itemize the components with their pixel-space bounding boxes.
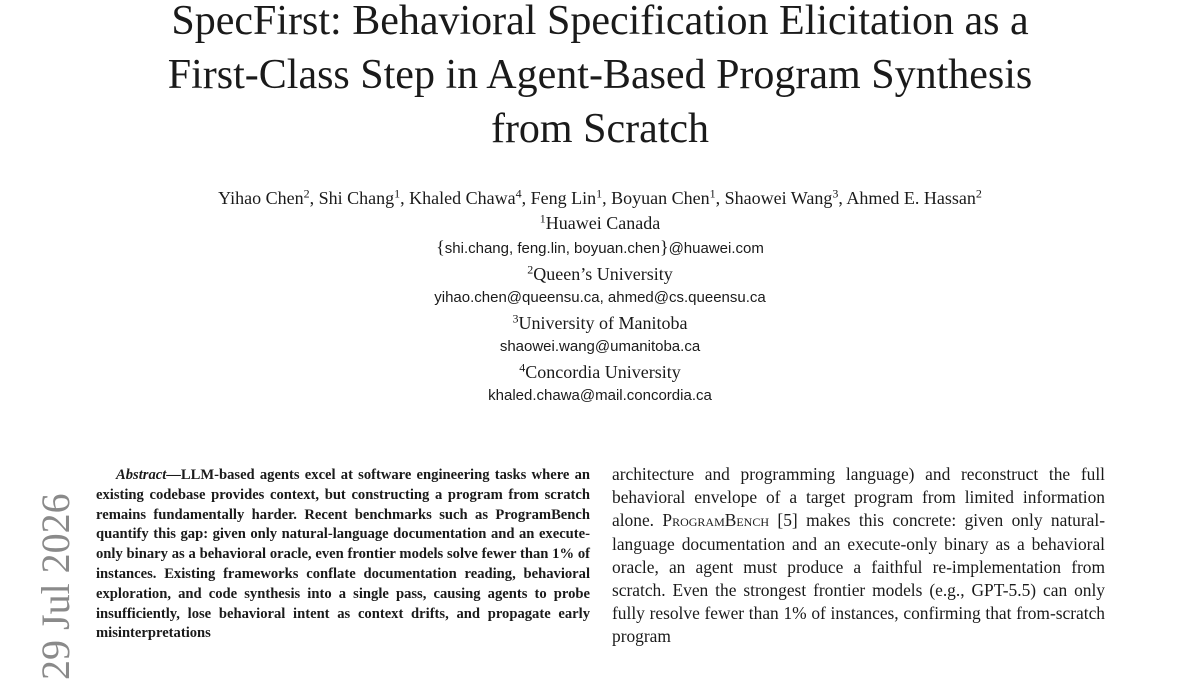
author-affiliation-mark: 2	[303, 186, 310, 201]
affiliation-number: 1	[539, 210, 546, 225]
author-name: Boyuan Chen	[611, 188, 710, 208]
affiliation-name: Queen’s University	[533, 263, 673, 284]
body-text-part: [5] makes this concrete: given only natural-language documentation and an execute-only binary as a behavioral oracle, an agent must produce a faithful re-implementation from scratch. Even the strongest frontier models (e.g., GPT-5.5) can only fully resolve fewer than 1% of instances, confirming that from-scratch program	[612, 510, 1105, 647]
abstract-text: —LLM-based agents excel at software engineering tasks where an existing codebase provides context, but constructing a program from scratch remains fundamentally harder. Recent benchmarks such as ProgramBench quantify this gap: given only natural-language documentation and an execute-only binary as a behavioral oracle, even frontier models solve fewer than 1% of instances. Existing frameworks conflate documentation reading, behavioral exploration, and code synthesis into a single pass, causing agents to probe insufficiently, lose behavioral intent as context drifts, and propagate early misinterpretations	[96, 467, 590, 642]
author-affiliation-mark: 4	[515, 186, 522, 201]
author-name: Shi Chang	[318, 188, 395, 208]
author-name: Feng Lin	[530, 188, 597, 208]
author-name: Shaowei Wang	[724, 188, 833, 208]
affiliation-email: khaled.chawa@mail.concordia.ca	[488, 387, 712, 404]
email-list: shi.chang, feng.lin, boyuan.chen	[444, 240, 660, 257]
title-line: First-Class Step in Agent-Based Program Synthesis	[167, 52, 1033, 98]
affiliation-email: shaowei.wang@umanitoba.ca	[499, 338, 701, 355]
abstract-label: Abstract	[116, 467, 167, 483]
author-block	[0, 186, 1200, 409]
author-affiliation-mark: 1	[394, 186, 401, 201]
affiliation	[0, 311, 1200, 336]
title-line: from Scratch	[490, 106, 710, 152]
author-name: Khaled Chawa	[409, 188, 516, 208]
benchmark-name: ProgramBench	[662, 510, 770, 531]
affiliation-email: {shi.chang, feng.lin, boyuan.chen}@huawei.com	[436, 237, 764, 257]
title-line: SpecFirst: Behavioral Specification Elicitation as a	[171, 0, 1029, 44]
affiliation-number: 2	[527, 261, 534, 276]
paper-title	[0, 0, 1200, 156]
affiliation	[0, 262, 1200, 287]
author-list: Yihao Chen$^2$, Shi Chang$^1$, Khaled Chawa$^4$, Feng Lin$^1$, Boyuan Chen$^1$, Shaowei Wang$^3$, Ahmed E. Hassan$^2$	[218, 186, 982, 208]
affiliation-number: 3	[512, 310, 519, 325]
author-affiliation-mark: 2	[975, 186, 982, 201]
affiliation-name: Huawei Canada	[545, 212, 661, 233]
affiliation	[0, 211, 1200, 236]
author-affiliation-mark: 3	[832, 186, 839, 201]
body-text-part: architecture and programming language) and reconstruct the full behavioral envelope of a target program from limited information alone.	[612, 464, 1105, 531]
arxiv-date-stamp: 29 Jul 2026	[33, 493, 78, 680]
affiliation	[0, 360, 1200, 385]
affiliation-number: 4	[519, 359, 526, 374]
author-name: Yihao Chen	[218, 188, 304, 208]
affiliation-name: University of Manitoba	[518, 312, 688, 333]
author-affiliation-mark: 1	[709, 186, 716, 201]
author-name: Ahmed E. Hassan	[846, 188, 976, 208]
abstract	[96, 466, 590, 644]
affiliation-email: yihao.chen@queensu.ca, ahmed@cs.queensu.ca	[434, 289, 766, 306]
email-domain: @huawei.com	[668, 240, 764, 257]
body-text	[612, 463, 1105, 649]
author-affiliation-mark: 1	[596, 186, 603, 201]
affiliation-name: Concordia University	[525, 361, 681, 382]
